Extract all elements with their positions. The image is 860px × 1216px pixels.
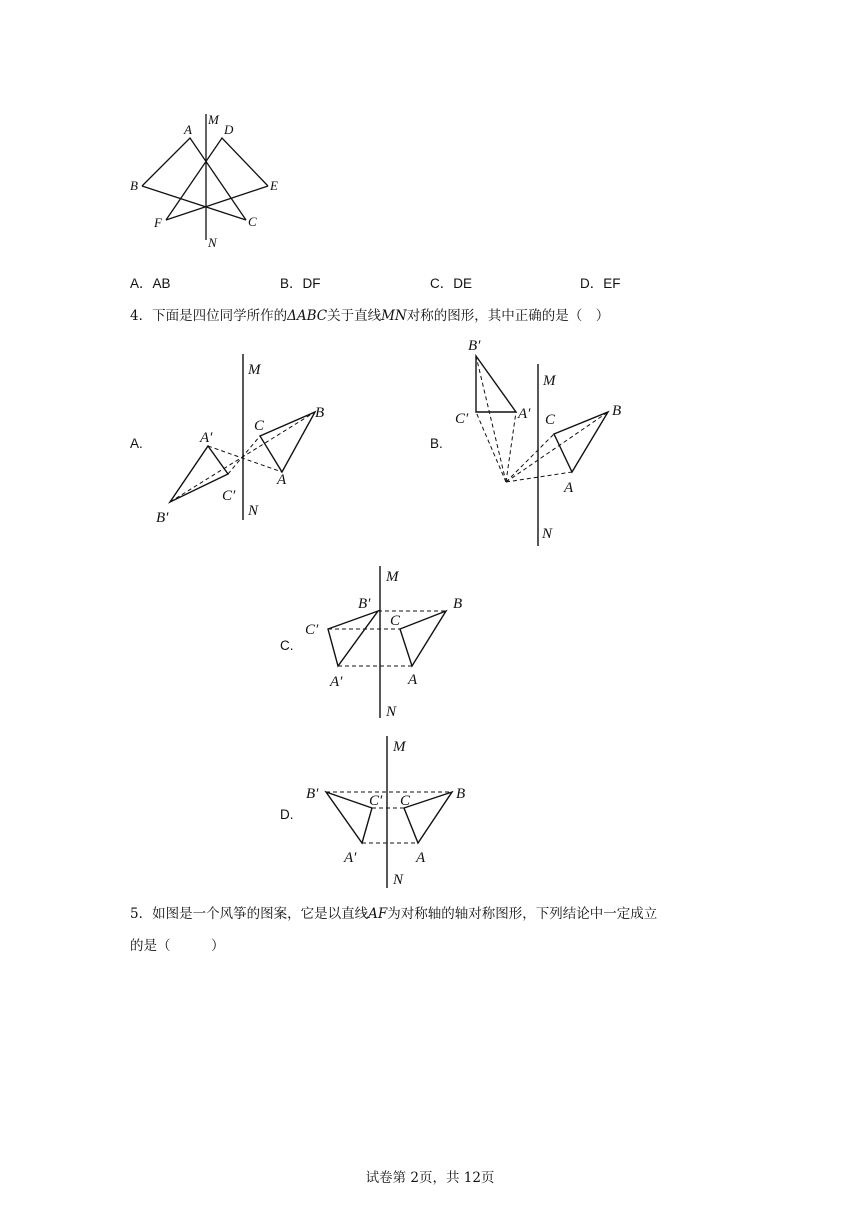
label-a: A (184, 122, 192, 137)
q4-choice-b[interactable]: B. (430, 436, 443, 451)
label-d: D (224, 122, 234, 137)
label-c-prime: C′ (369, 793, 383, 809)
triangle-abc (554, 412, 608, 472)
label-c: C (400, 793, 411, 809)
q4-choice-a[interactable]: A. (130, 436, 143, 451)
label-m: M (386, 569, 399, 585)
q4-choice-c[interactable]: C. (280, 638, 294, 653)
label-e: E (270, 178, 278, 193)
label-c: C (545, 412, 556, 428)
q3-option-c[interactable]: C．DE (430, 276, 473, 291)
label-b-prime: B′ (306, 786, 319, 802)
label-m: M (248, 362, 261, 378)
triangle-a1b1c1 (328, 611, 378, 666)
label-f: F (154, 215, 162, 230)
label-a: A (416, 850, 426, 866)
q3-option-d[interactable]: D．EF (580, 276, 621, 291)
label-c: C (254, 418, 265, 434)
q4-stem (130, 304, 609, 324)
q5-stem-line1 (130, 902, 657, 922)
q4-text-before: 下面是四位同学所作的 (152, 308, 288, 324)
q4-triangle: ΔABC (287, 308, 328, 324)
label-b: B (612, 403, 622, 419)
label-n: N (542, 526, 553, 542)
q5-text-after: 为对称轴的轴对称图形，下列结论中一定成立 (387, 906, 658, 922)
triangle-abc (400, 611, 446, 666)
q5-number: 5． (130, 906, 153, 922)
triangle-def-sides (166, 138, 268, 220)
triangle-abc (404, 792, 452, 843)
triangle-a1b1c1 (170, 446, 228, 502)
label-b: B (453, 596, 463, 612)
label-n: N (393, 872, 404, 888)
q4-text-after: 对称的图形，其中正确的是（ ） (406, 308, 610, 324)
triangle-abc (260, 412, 315, 472)
q5-stem-line2: 的是（ ） (130, 938, 225, 954)
label-a-prime: A′ (518, 406, 531, 422)
label-a: A (277, 472, 287, 488)
label-m: M (208, 112, 219, 127)
triangle-a1b1c1 (326, 792, 372, 843)
label-c-prime: C′ (305, 622, 319, 638)
q4-number: 4． (130, 308, 153, 324)
label-b-prime: B′ (468, 338, 481, 354)
q3-figure (120, 108, 300, 250)
q4-figure-a (150, 350, 350, 530)
label-b-prime: B′ (156, 510, 169, 526)
label-n: N (386, 704, 397, 720)
label-n: N (208, 235, 217, 250)
q5-text-before: 如图是一个风筝的图案，它是以直线 (152, 906, 369, 922)
label-m: M (543, 373, 556, 389)
label-m: M (393, 739, 406, 755)
q3-option-a[interactable]: A．AB (130, 276, 171, 291)
triangle-a1b1c1 (476, 356, 516, 412)
label-a: A (564, 480, 574, 496)
q4-text-mid: 关于直线 (327, 308, 382, 324)
label-c: C (248, 214, 257, 229)
label-a-prime: A′ (344, 850, 357, 866)
q4-choice-d[interactable]: D. (280, 807, 294, 822)
label-n: N (248, 503, 259, 519)
label-c-prime: C′ (455, 411, 469, 427)
q4-figure-d (300, 732, 500, 892)
label-b: B (315, 405, 325, 421)
label-c-prime: C′ (222, 488, 236, 504)
label-a: A (408, 672, 418, 688)
q5-axis: AF (368, 906, 388, 922)
q3-option-b[interactable]: B．DF (280, 276, 321, 291)
label-a-prime: A′ (200, 430, 213, 446)
label-a-prime: A′ (330, 674, 343, 690)
q4-figure-c (300, 562, 500, 722)
label-b: B (456, 786, 466, 802)
label-b: B (130, 178, 138, 193)
q4-figure-b (450, 334, 650, 549)
label-c: C (390, 613, 401, 629)
q4-line: MN (381, 308, 407, 324)
page-footer: 试卷第 2页，共 12页 (365, 1170, 495, 1186)
label-b-prime: B′ (358, 596, 371, 612)
